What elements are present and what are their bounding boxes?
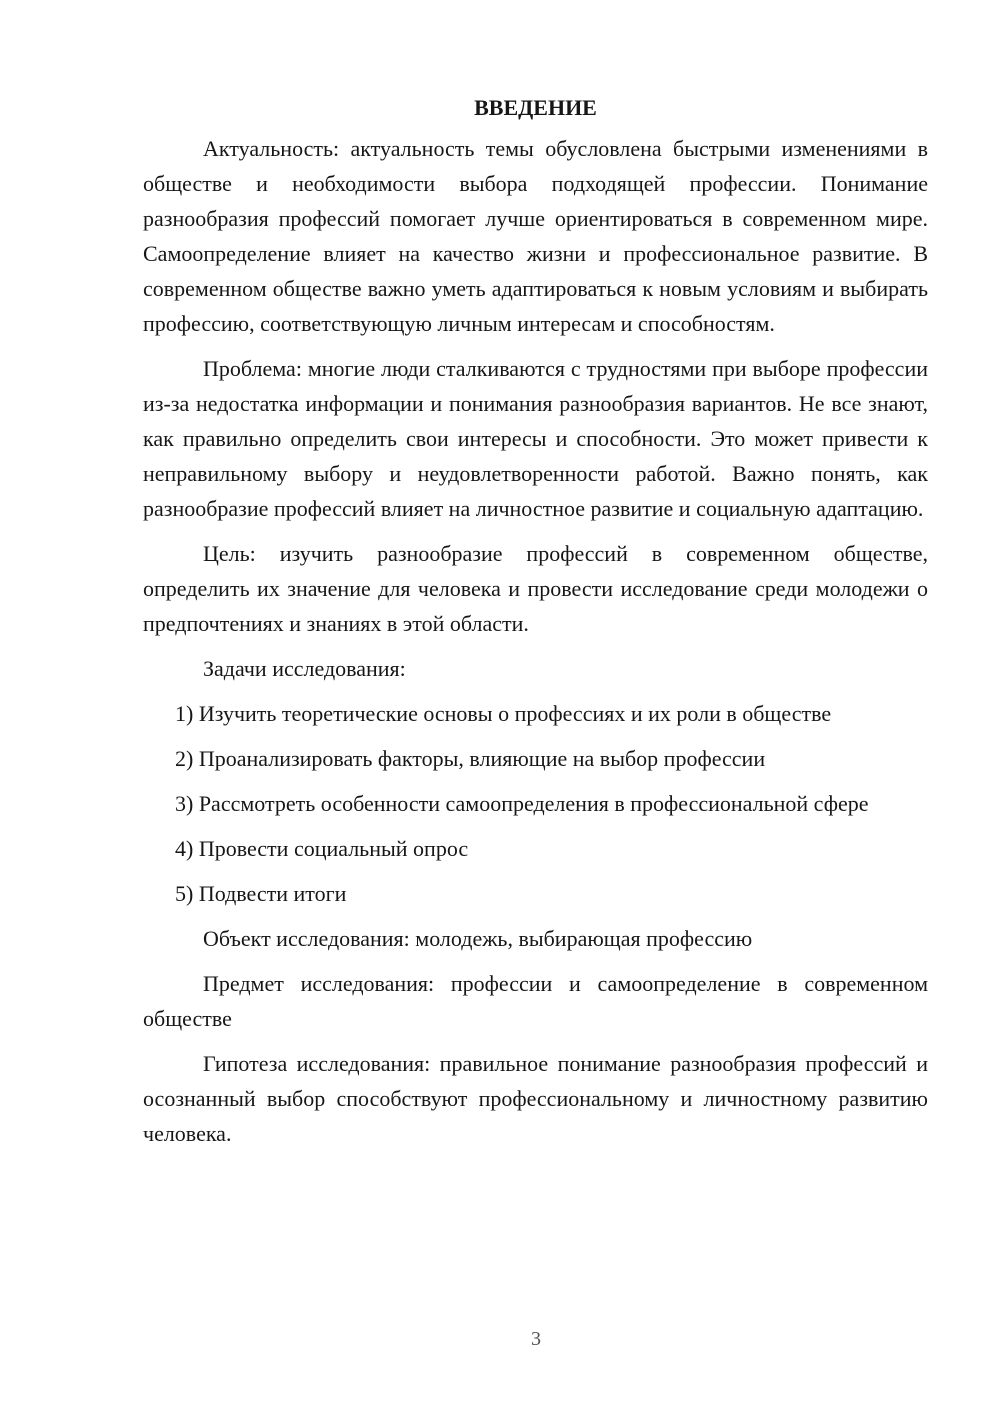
subject-paragraph: Предмет исследования: профессии и самоопределение в современном обществе (143, 971, 928, 1031)
relevance-paragraph: Актуальность: актуальность темы обусловлена быстрыми изменениями в обществе и необходимости выбора подходящей профессии. Понимание разнообразия профессий помогает лучше ориентироваться в современном мире. Самоопределение влияет на качество жизни и профессиональное развитие. В современном обществе важно уметь адаптироваться к новым условиям и выбирать профессию, соответствующую личным интересам и способностям. (143, 136, 928, 336)
page-number: 3 (531, 1328, 541, 1350)
task-item-5: 5) Подвести итоги (175, 881, 347, 906)
goal-paragraph: Цель: изучить разнообразие профессий в современном обществе, определить их значение для человека и провести исследование среди молодежи о предпочтениях и знаниях в этой области. (143, 541, 928, 636)
task-item-2: 2) Проанализировать факторы, влияющие на выбор профессии (175, 746, 766, 771)
task-item-1: 1) Изучить теоретические основы о профессиях и их роли в обществе (175, 701, 832, 726)
object-paragraph: Объект исследования: молодежь, выбирающая профессию (203, 926, 753, 951)
problem-paragraph: Проблема: многие люди сталкиваются с трудностями при выборе профессии из-за недостатка информации и понимания разнообразия вариантов. Не все знают, как правильно определить свои интересы и способности. Это может привести к неправильному выбору и неудовлетворенности работой. Важно понять, как разнообразие профессий влияет на личностное развитие и социальную адаптацию. (143, 356, 928, 521)
document-page (143, 90, 928, 1161)
task-item-4: 4) Провести социальный опрос (175, 836, 469, 861)
tasks-heading: Задачи исследования: (203, 656, 406, 681)
task-item-3: 3) Рассмотреть особенности самоопределения в профессиональной сфере (175, 791, 869, 816)
hypothesis-paragraph: Гипотеза исследования: правильное понимание разнообразия профессий и осознанный выбор способствуют профессиональному и личностному развитию человека. (143, 1051, 928, 1146)
page-title: ВВЕДЕНИЕ (474, 95, 597, 120)
